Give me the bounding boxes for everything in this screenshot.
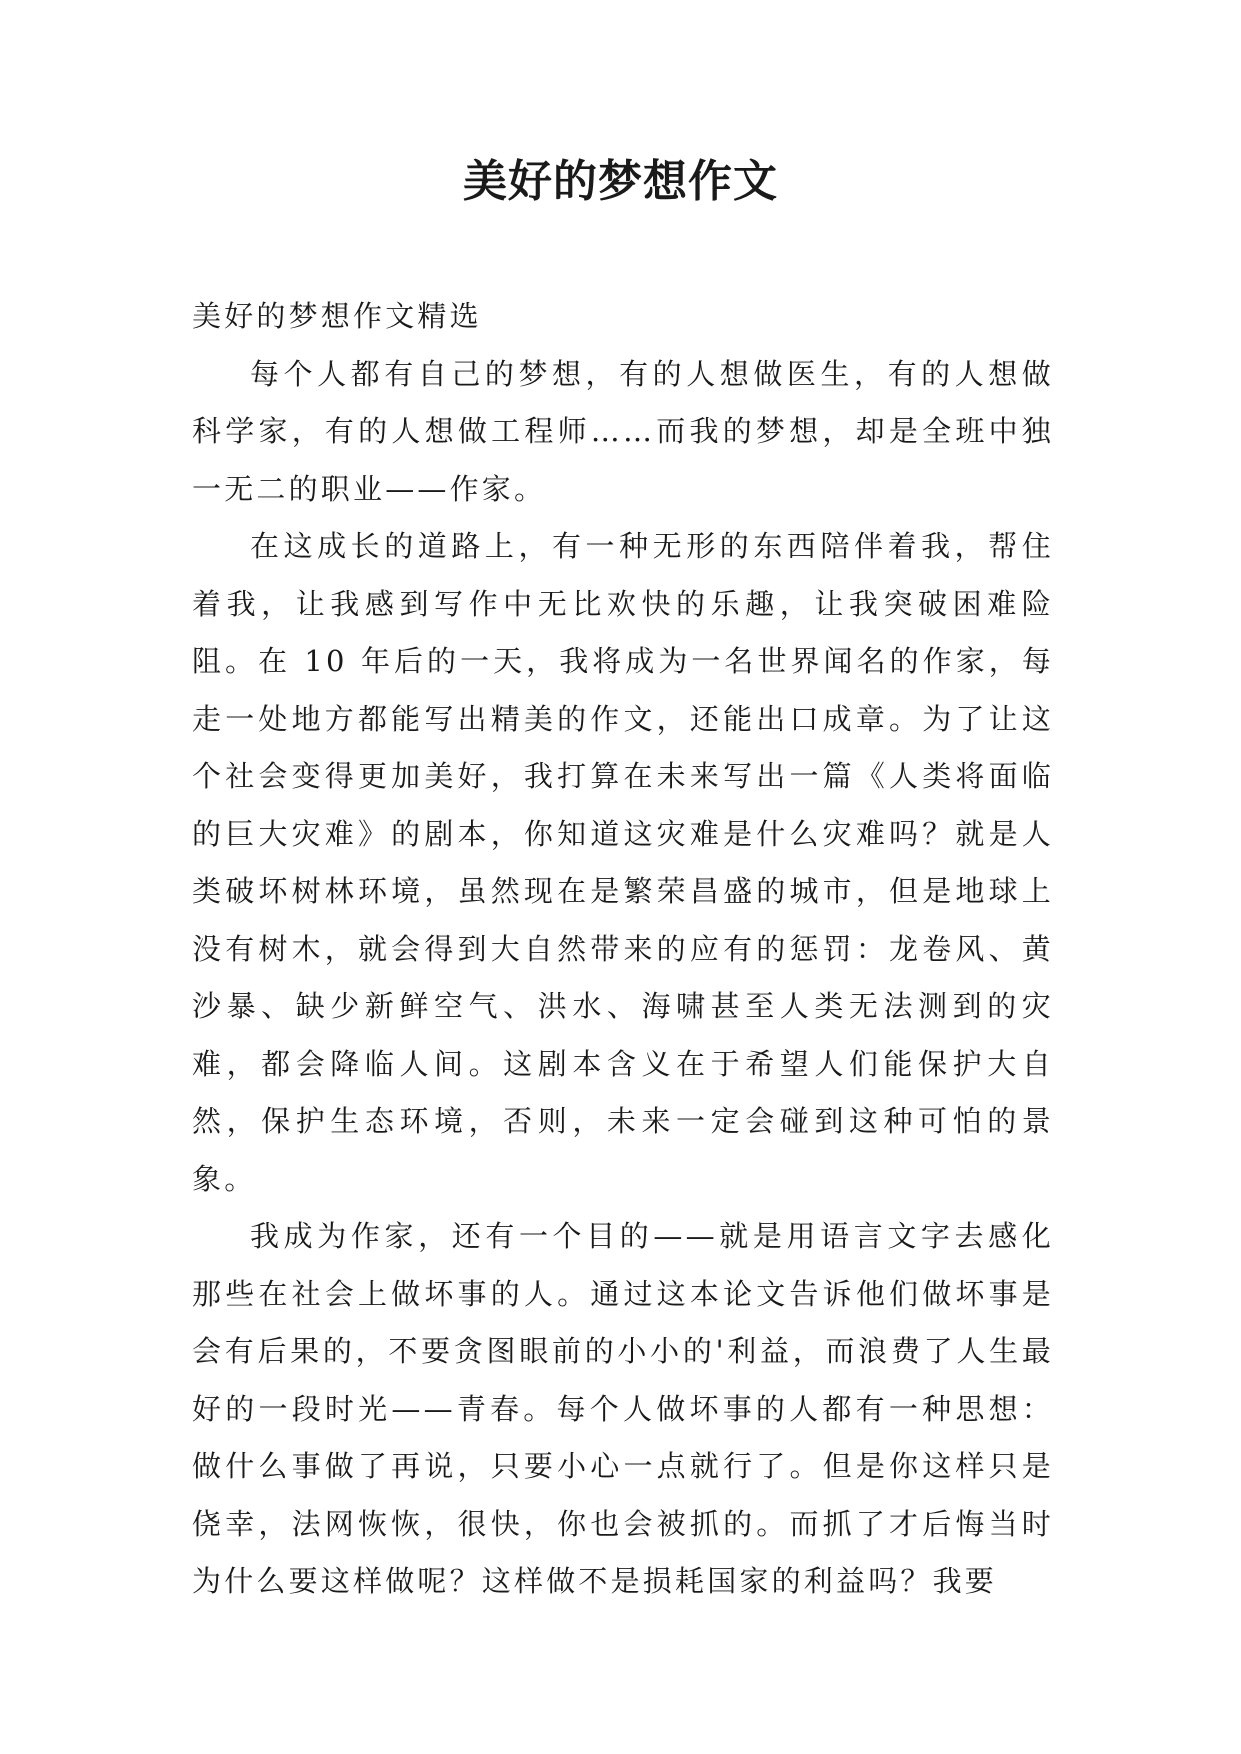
- document-body: [192, 288, 1054, 1611]
- document-title: 美好的梦想作文: [463, 156, 778, 207]
- paragraph-3: 我成为作家，还有一个目的——就是用语言文字去感化那些在社会上做坏事的人。通过这本论文告诉他们做坏事是会有后果的，不要贪图眼前的小小的'利益，而浪费了人生最好的一段时光——青春。每个人做坏事的人都有一种思想：做什么事做了再说，只要小心一点就行了。但是你这样只是侥幸，法网恢恢，很快，你也会被抓的。而抓了才后悔当时为什么要这样做呢？这样做不是损耗国家的利益吗？我要: [192, 1219, 1054, 1598]
- paragraph-1: 每个人都有自己的梦想，有的人想做医生，有的人想做科学家，有的人想做工程师……而我的梦想，却是全班中独一无二的职业——作家。: [192, 356, 1054, 506]
- document-subtitle: 美好的梦想作文精选: [192, 299, 482, 333]
- paragraph-2: 在这成长的道路上，有一种无形的东西陪伴着我，帮住着我，让我感到写作中无比欢快的乐趣，让我突破困难险阻。在 10 年后的一天，我将成为一名世界闻名的作家，每走一处地方都能写出精美的作文，还能出口成章。为了让这个社会变得更加美好，我打算在未来写出一篇《人类将面临的巨大灾难》的剧本，你知道这灾难是什么灾难吗？就是人类破坏树林环境，虽然现在是繁荣昌盛的城市，但是地球上没有树木，就会得到大自然带来的应有的惩罚：龙卷风、黄沙暴、缺少新鲜空气、洪水、海啸甚至人类无法测到的灾难，都会降临人间。这剧本含义在于希望人们能保护大自然，保护生态环境，否则，未来一定会碰到这种可怕的景象。: [192, 529, 1054, 1196]
